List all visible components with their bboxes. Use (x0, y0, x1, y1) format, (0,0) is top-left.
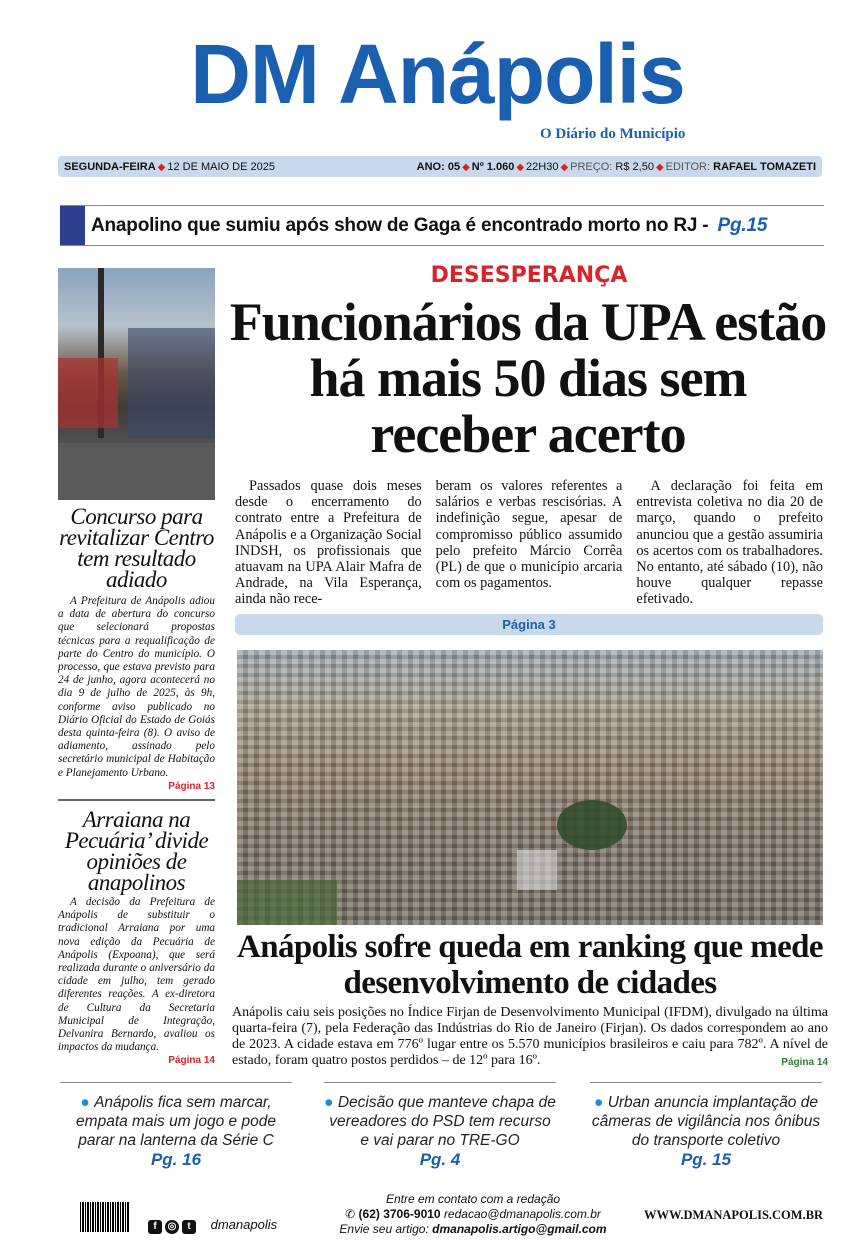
diamond-icon: ◆ (560, 161, 569, 173)
bullet-icon: ● (80, 1094, 95, 1111)
diamond-icon: ◆ (157, 161, 166, 173)
footer (58, 1192, 823, 1247)
sidebar (58, 506, 215, 1068)
issue-number: Nº 1.060 (471, 160, 515, 173)
sidebar-body (58, 595, 215, 792)
sidebar-body (58, 896, 215, 1067)
twitter-icon[interactable]: t (182, 1220, 196, 1234)
issue-date: 12 DE MAIO DE 2025 (167, 160, 275, 173)
social-handle: dmanapolis (210, 1217, 278, 1232)
lead-page-link[interactable]: Página 3 (235, 614, 823, 635)
social-links[interactable] (148, 1217, 277, 1234)
teaser-page[interactable]: Pg. 4 (419, 1150, 461, 1169)
breaking-page[interactable]: Pg.15 (717, 214, 768, 236)
teaser-page[interactable]: Pg. 15 (680, 1150, 732, 1169)
teaser[interactable] (590, 1082, 822, 1169)
aerial-city-photo (237, 650, 823, 925)
breaking-news[interactable] (60, 205, 824, 246)
time: 22H30 (526, 160, 559, 173)
lead-column: Passados quase dois meses desde o encerramento do contrato entre a Prefeitura de Anápolis e a Organização Social INDSH, os profissionais que atuavam na UPA Alair Mafra de Andrade, na Vila Esperança, ainda não rece- (235, 478, 422, 608)
article-label: Envie seu artigo: (339, 1222, 429, 1236)
street-photo (58, 268, 215, 500)
sidebar-page[interactable]: Página 13 (168, 780, 215, 792)
editor-label: EDITOR: (665, 160, 711, 173)
whatsapp-icon: ✆ (345, 1207, 356, 1221)
facebook-icon[interactable]: f (148, 1220, 162, 1234)
sidebar-page[interactable]: Página 14 (168, 1055, 215, 1067)
price-label: PREÇO: (570, 160, 613, 173)
second-body (232, 1005, 828, 1069)
breaking-accent (60, 205, 85, 246)
email[interactable]: redacao@dmanapolis.com.br (443, 1207, 601, 1221)
second-page[interactable]: Página 14 (781, 1057, 828, 1068)
teaser[interactable] (324, 1082, 556, 1169)
second-headline[interactable]: Anápolis sofre queda em ranking que mede desenvolvimento de cidades (237, 929, 823, 1001)
diamond-icon: ◆ (462, 161, 470, 173)
breaking-text: Anapolino que sumiu após show de Gaga é encontrado morto no RJ - (91, 214, 714, 236)
sidebar-article[interactable] (58, 809, 215, 1068)
lead-column: beram os valores referentes a salários e verbas rescisórias. A indefinição segue, apesar de compromisso público assumido pelo prefeito Márcio Corrêa (PL) de que o município arcaria com os pagamentos. (435, 478, 623, 592)
teaser[interactable] (60, 1082, 292, 1169)
lead-kicker: DESESPERANÇA (430, 263, 628, 288)
bullet-icon: ● (594, 1094, 608, 1111)
sidebar-body-text: A Prefeitura de Anápolis adiou a data de abertura do concurso que selecionará propostas técnicas para a requalificação de parte do Centro do município. O processo, que estava previsto para 24 de junho, agora acontecerá no dia 9 de julho de 2025, às 9h, conforme aviso publicado no Diário Oficial do Estado de Goiás desta quinta-feira (8). O aviso de adiamento, assinado pelo secretário municipal de Habitação e Planejamento Urbano. (58, 595, 215, 779)
editor: RAFAEL TOMAZETI (713, 160, 816, 173)
sidebar-headline[interactable]: Concurso para revitalizar Centro tem resultado adiado (59, 504, 214, 592)
year: ANO: 05 (416, 160, 461, 173)
sidebar-body-text: A decisão da Prefeitura de Anápolis de substituir o tradicional Arraiana por uma nova edição da Pecuária de Anápolis (Expoana), que será realizada durante o aniversário da cidade em julho, tem gerado diferentes reações. A ex-diretora de Cultura da Secretaria Municipal de Integração, Delvanira Bernardo, avaliou os impactos da mudança. (58, 896, 215, 1054)
contact-label: Entre em contato com a redação (385, 1192, 561, 1206)
second-article (232, 929, 828, 1071)
phone[interactable]: (62) 3706-9010 (358, 1207, 441, 1221)
lead-headline[interactable]: Funcionários da UPA estão há mais 50 dias sem receber acerto (229, 292, 827, 464)
teaser-text: Urban anuncia implantação de câmeras de vigilância nos ônibus do transporte coletivo (591, 1094, 821, 1149)
article-email[interactable]: dmanapolis.artigo@gmail.com (432, 1222, 607, 1236)
weekday: SEGUNDA-FEIRA (64, 160, 156, 173)
divider (58, 799, 215, 801)
teaser-page[interactable]: Pg. 16 (150, 1150, 202, 1169)
instagram-icon[interactable]: ◎ (165, 1220, 179, 1234)
lead-column: A declaração foi feita em entrevista coletiva no dia 20 de março, quando o prefeito anunciou que a gestão assumiria os acertos com os trabalhadores. No entanto, até sábado (10), não houve qualquer repasse efetivado. (636, 478, 824, 608)
lead-article (235, 478, 823, 635)
price: R$ 2,50 (615, 160, 654, 173)
date-bar (58, 156, 822, 177)
diamond-icon: ◆ (655, 161, 664, 173)
masthead-tagline: O Diário do Município (540, 126, 686, 142)
barcode (80, 1202, 130, 1232)
teaser-text: Decisão que manteve chapa de vereadores do PSD tem recurso e vai parar no TRE-GO (329, 1094, 556, 1149)
diamond-icon: ◆ (516, 161, 525, 173)
website[interactable]: WWW.DMANAPOLIS.COM.BR (644, 1208, 824, 1222)
sidebar-headline[interactable]: Arraiana na Pecuária’ divide opiniões de anapolinos (64, 807, 209, 896)
lead-body (235, 478, 823, 608)
masthead-logo: DM Anápolis (190, 27, 685, 121)
contact-info (308, 1192, 638, 1237)
second-body-text: Anápolis caiu seis posições no Índice Firjan de Desenvolvimento Municipal (IFDM), divulgado na última quarta-feira (7), pela Federação das Indústrias do Rio de Janeiro (Firjan). Os dados correspondem ao ano de 2023. A cidade estava em 776º lugar entre os 5.570 municípios brasileiros e caiu para 782º. A nível de estado, foram quatro postos perdidos – de 12º para 16º. (232, 1005, 828, 1068)
teaser-text: Anápolis fica sem marcar, empata mais um jogo e pode parar na lanterna da Série C (76, 1094, 276, 1149)
sidebar-article[interactable] (58, 506, 215, 793)
bullet-icon: ● (324, 1094, 338, 1111)
